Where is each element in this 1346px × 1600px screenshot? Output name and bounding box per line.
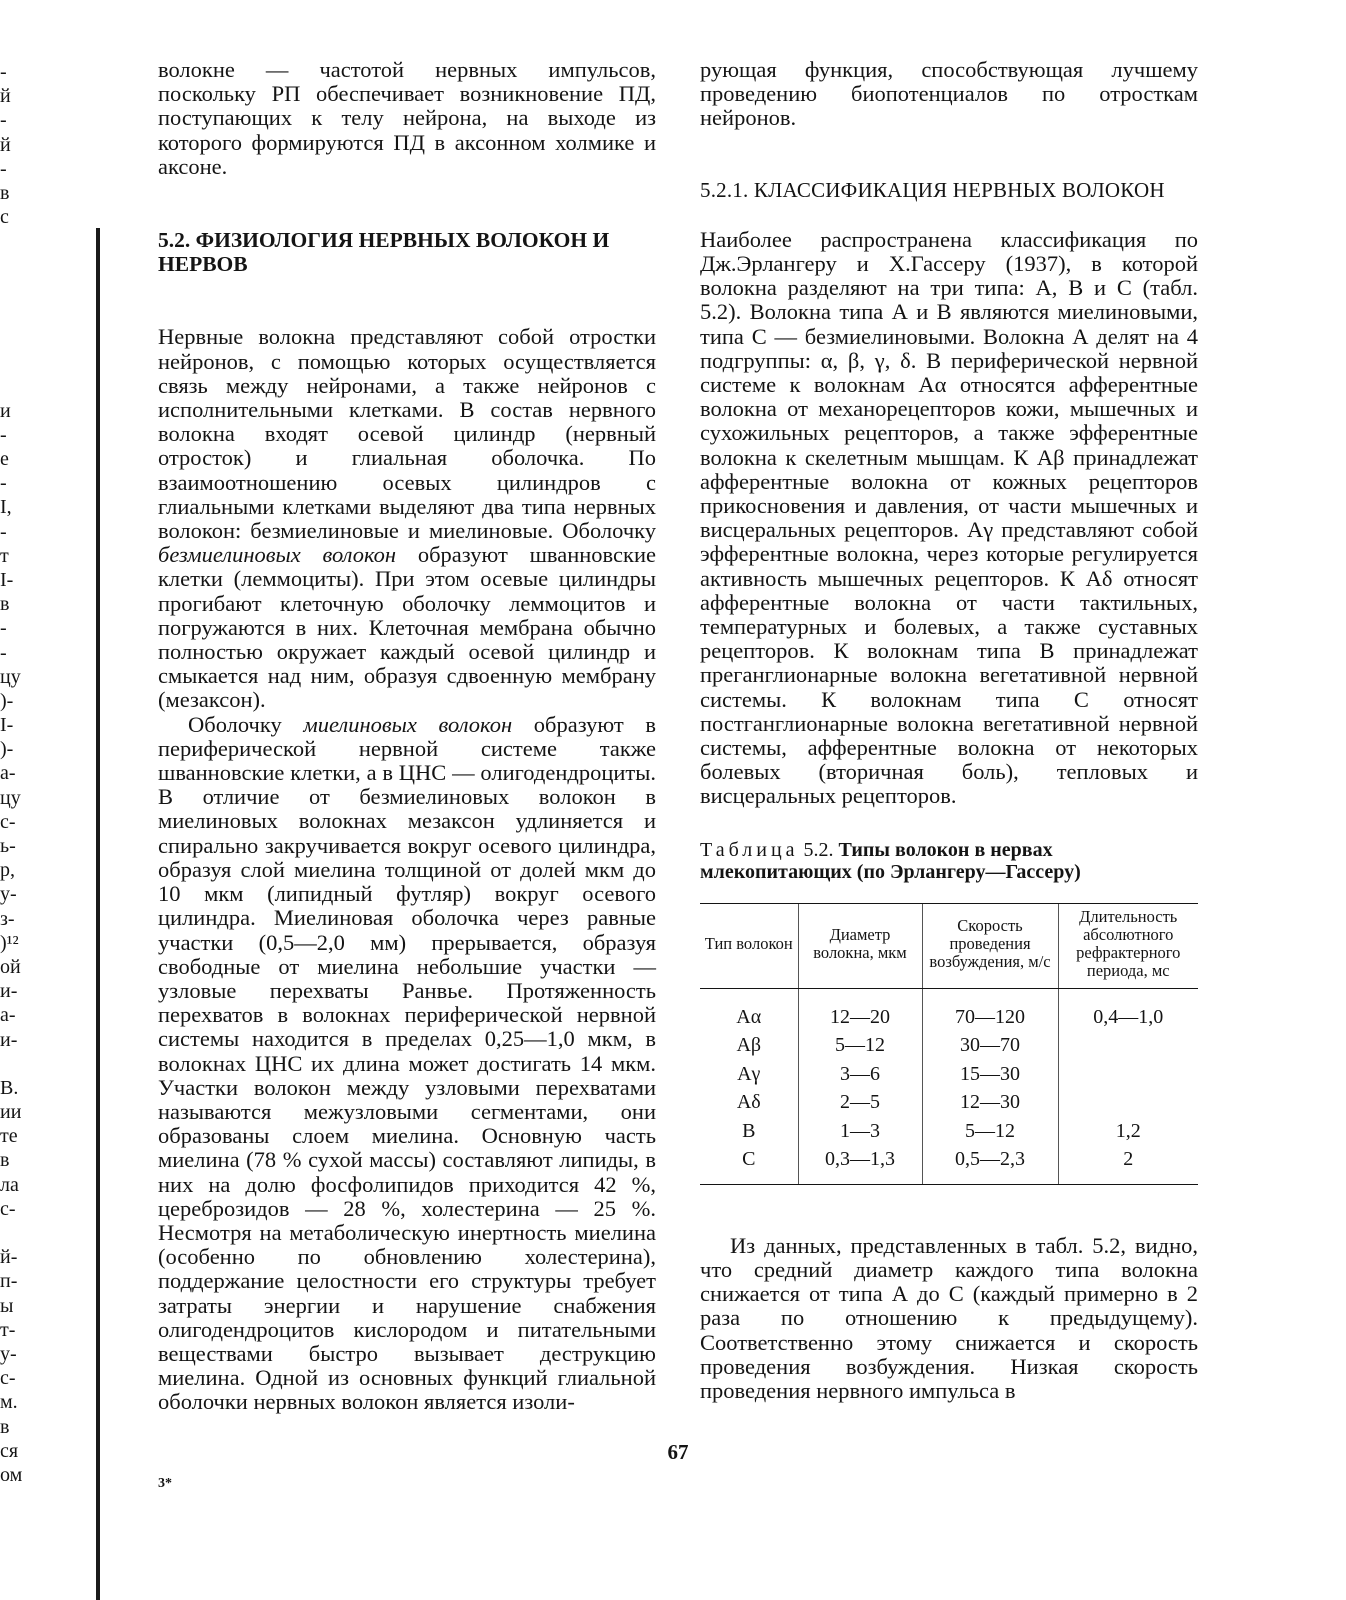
continued-paragraph: волокне — частотой нервных импульсов, поскольку РП обеспечивает возникновение ПД, поступающих к телу нейрона, на выходе из которого формируются ПД в аксонном холмике и аксоне.: [158, 57, 656, 179]
margin-fragment: а-: [0, 1004, 16, 1027]
margin-fragment: а-: [0, 762, 16, 785]
margin-fragment: з-: [0, 907, 15, 930]
margin-fragment: в: [0, 593, 10, 616]
margin-fragment: м.: [0, 1391, 18, 1414]
table-cell: [1058, 1060, 1198, 1089]
left-column: [158, 58, 656, 1415]
paragraph-text: образуют в периферической нервной системе также шванновские клетки, а в ЦНС — олигодендроциты. В отличие от безмиелиновых волокон в миелиновых волокнах мезаксон удлиняется и спирально закручивается вокруг осевого цилиндра, образуя слой миелина толщиной от долей мкм до 10 мкм (липидный футляр) вокруг осевого цилиндра. Миелиновая оболочка через равные участки (0,5—2,0 мм) прерывается, образуя свободные от миелина небольшие участки — узловые перехваты Ранвье. Протяженность перехватов в волокнах периферической нервной системы находится в пределах 0,25—1,0 мкм, в волокнах ЦНС их длина может достигать 14 мкм. Участки волокон между узловыми перехватами называются межузловыми сегментами, они образованы слоем миелина. Основную часть миелина (78 % сухой массы) составляют липиды, в них на долю фосфолипидов приходится 42 %, цереброзидов — 28 %, холестерина — 25 %. Несмотря на метаболическую инертность миелина (особенно по обновлению холестерина), поддержание целостности его структуры требует затраты энергии и нарушение снабжения олигодендроцитов кислородом и питательными веществами быстро вызывает деструкцию миелина. Одной из основных функций глиальной оболочки нервных волокон является изоли-: [158, 711, 656, 1415]
margin-fragment: -: [0, 472, 7, 495]
margin-fragment: [0, 229, 38, 253]
table-cell: 0,3—1,3: [798, 1145, 922, 1184]
table-row: [700, 1088, 1198, 1117]
section-heading: 5.2. ФИЗИОЛОГИЯ НЕРВНЫХ ВОЛОКОН И НЕРВОВ: [158, 228, 610, 277]
table-cell: Аγ: [700, 1060, 798, 1089]
table-row: [700, 1117, 1198, 1146]
table-cell: 30—70: [922, 1031, 1058, 1060]
margin-fragment: е: [0, 448, 9, 470]
margin-fragment: -: [0, 617, 7, 640]
margin-fragment: ь-: [0, 835, 16, 857]
paragraph-table-analysis: Из данных, представленных в табл. 5.2, видно, что средний диаметр каждого типа волокна снижается от типа А до С (каждый примерно в 2 раза по отношению к предыдущему). Соответственно этому снижается и скорость проведения возбуждения. Низкая скорость проведения нервного импульса в: [700, 1232, 1198, 1403]
margin-fragment: и: [0, 399, 11, 422]
margin-fragment: и-: [0, 980, 18, 1003]
margin-fragment: ой: [0, 955, 21, 978]
table-cell: 5—12: [922, 1117, 1058, 1146]
page-number: 67: [667, 1440, 689, 1464]
table-cell: Аβ: [700, 1031, 798, 1060]
margin-fragment: с-: [0, 1197, 16, 1220]
margin-fragment: [0, 350, 38, 374]
table-cell: [1058, 1088, 1198, 1117]
margin-fragment: р,: [0, 859, 15, 882]
paragraph-text: образуют шванновские клетки (леммоциты). При этом осевые цилиндры прогибают клеточную оболочку леммоцитов и погружаются в них. Клеточная мембрана обычно полностью окружает каждый осевой цилиндр и смыкается над ним, образуя сдвоенную мембрану (мезаксон).: [158, 542, 656, 713]
paragraph-classification: Наиболее распространена классификация по Дж.Эрлангеру и Х.Гассеру (1937), в которой волокна разделяют на три типа: А, В и С (табл. 5.2). Волокна типа А и В являются миелиновыми, типа С — безмиелиновыми. Волокна А делят на 4 подгруппы: α, β, γ, δ. В периферической нервной системе к волокнам Аα относятся афферентные волокна от механорецепторов кожи, мышечных и сухожильных рецепторов, а также эфферентные волокна к скелетным мышцам. К Аβ принадлежат афферентные волокна от кожных рецепторов прикосновения и давления, от части мышечных и висцеральных рецепторов. Аγ представляют собой эфферентные волокна, через которые регулируется активность мышечных рецепторов. К Аδ относят афферентные волокна от части тактильных, температурных и болевых, а также суставных рецепторов. К волокнам типа В принадлежат преганглионарные волокна вегетативной нервной системы. К волокнам типа С относят постганглионарные волокна вегетативной нервной системы, афферентные волокна от некоторых болевых (вторичная боль), тепловых и висцеральных рецепторов.: [700, 226, 1198, 809]
margin-fragment: ии: [0, 1101, 22, 1124]
margin-fragment: ся: [0, 1439, 19, 1462]
fiber-types-table: [700, 904, 1198, 1184]
header-conduction-velocity: Скорость проведения возбуждения, м/с: [922, 904, 1058, 989]
page-spine-shadow: [96, 228, 100, 1600]
fiber-types-table-frame: [700, 903, 1198, 1185]
signature-mark: 3*: [158, 1476, 172, 1491]
margin-fragment: )¹²: [0, 931, 19, 954]
margin-fragment: т: [0, 544, 9, 567]
margin-fragment: цу: [0, 786, 21, 809]
table-cell: Аδ: [700, 1088, 798, 1117]
paragraph-text: Нервные волокна представляют собой отростки нейронов, с помощью которых осуществляется связь между нейронами, а также нейронов с исполнительными клетками. В состав нервного волокна входят осевой цилиндр (нервный отросток) и глиальная оболочка. По взаимоотношению осевых цилиндров с глиальными клетками выделяют два типа нервных волокон: безмиелиновые и миелиновые. Оболочку: [158, 324, 656, 544]
margin-fragment: й-: [0, 1246, 18, 1269]
table-cell: 3—6: [798, 1060, 922, 1089]
table-cell: 2: [1123, 1148, 1134, 1171]
continued-paragraph: рующая функция, способствующая лучшему проведению биопотенциалов по отросткам нейронов.: [700, 57, 1198, 131]
table-header-row: [700, 904, 1198, 989]
margin-fragment: [0, 326, 38, 350]
margin-fragment: )-: [0, 689, 14, 712]
table-cell: 12—20: [798, 988, 922, 1031]
margin-fragment: й: [0, 133, 11, 156]
margin-fragment: у-: [0, 883, 17, 906]
paragraph-text: Оболочку: [188, 711, 304, 737]
margin-fragment: I,: [0, 496, 12, 519]
margin-fragment: -: [0, 520, 7, 543]
margin-fragment: с-: [0, 810, 16, 833]
margin-fragment: в: [0, 1415, 10, 1438]
table-caption-number: 5.2.: [798, 838, 839, 861]
margin-fragment: т-: [0, 1318, 16, 1341]
table-cell: В: [700, 1117, 798, 1146]
margin-fragment: I-: [0, 714, 14, 737]
table-row: [700, 1145, 1198, 1184]
margin-fragment: [0, 254, 38, 278]
table-caption-prefix: Таблица: [700, 838, 799, 861]
margin-fragment: )-: [0, 738, 14, 761]
margin-fragment: -: [0, 423, 7, 446]
margin-fragment: ом: [0, 1463, 23, 1486]
table-cell: Аα: [700, 988, 798, 1031]
margin-fragment: с-: [0, 1367, 16, 1390]
margin-fragment: п-: [0, 1270, 18, 1293]
table-cell: 5—12: [798, 1031, 922, 1060]
table-cell: 2—5: [798, 1088, 922, 1117]
margin-fragment: в: [0, 1149, 10, 1172]
margin-fragment: [0, 302, 38, 326]
table-caption-title: Типы волокон в нервах млекопитающих (по Эрлангеру—Гассеру): [700, 838, 1081, 883]
header-diameter: Диаметр волокна, мкм: [798, 904, 922, 989]
margin-fragment: в: [0, 181, 10, 204]
margin-fragment: [0, 1221, 38, 1245]
margin-fragment: ы: [0, 1294, 14, 1317]
table-cell: 1,2: [1115, 1119, 1141, 1142]
header-fiber-type: Тип волокон: [700, 904, 798, 989]
table-cell: 0,4—1,0: [1093, 1005, 1164, 1028]
table-row: [700, 988, 1198, 1031]
margin-fragment: й: [0, 85, 11, 108]
right-column: [700, 58, 1198, 1403]
margin-fragment: I-: [0, 568, 14, 591]
margin-fragment: ла: [0, 1173, 19, 1196]
margin-fragment: [0, 1052, 38, 1076]
table-row: [700, 1060, 1198, 1089]
margin-fragment: В.: [0, 1076, 19, 1099]
table-cell: 70—120: [922, 988, 1058, 1031]
margin-fragment: [0, 374, 38, 398]
margin-fragment: -: [0, 109, 7, 132]
table-cell: 1—3: [798, 1117, 922, 1146]
previous-page-margin-fragments: [0, 60, 38, 1487]
subsection-heading: 5.2.1. КЛАССИФИКАЦИЯ НЕРВНЫХ ВОЛОКОН: [700, 177, 1165, 202]
paragraph-nerve-fibers: [158, 325, 656, 712]
margin-fragment: [0, 278, 38, 302]
table-body: [700, 988, 1198, 1184]
margin-fragment: -: [0, 641, 7, 664]
table-row: [700, 1031, 1198, 1060]
header-refractory-period: Длительность абсолютного рефрактерного периода, мс: [1058, 904, 1198, 989]
italic-term: безмиелиновых волокон: [158, 542, 397, 568]
italic-term: миелиновых волокон: [303, 711, 513, 737]
margin-fragment: -: [0, 61, 7, 83]
margin-fragment: и-: [0, 1028, 18, 1051]
margin-fragment: у-: [0, 1342, 17, 1365]
margin-fragment: -: [0, 157, 7, 180]
table-cell: 0,5—2,3: [922, 1145, 1058, 1184]
table-caption: [700, 839, 1198, 883]
table-cell: [1058, 1031, 1198, 1060]
margin-fragment: те: [0, 1125, 18, 1148]
table-cell: 12—30: [922, 1088, 1058, 1117]
margin-fragment: цу: [0, 665, 21, 688]
paragraph-myelin: [158, 713, 656, 1415]
table-cell: С: [700, 1145, 798, 1184]
table-cell: 15—30: [922, 1060, 1058, 1089]
margin-fragment: с: [0, 206, 9, 229]
